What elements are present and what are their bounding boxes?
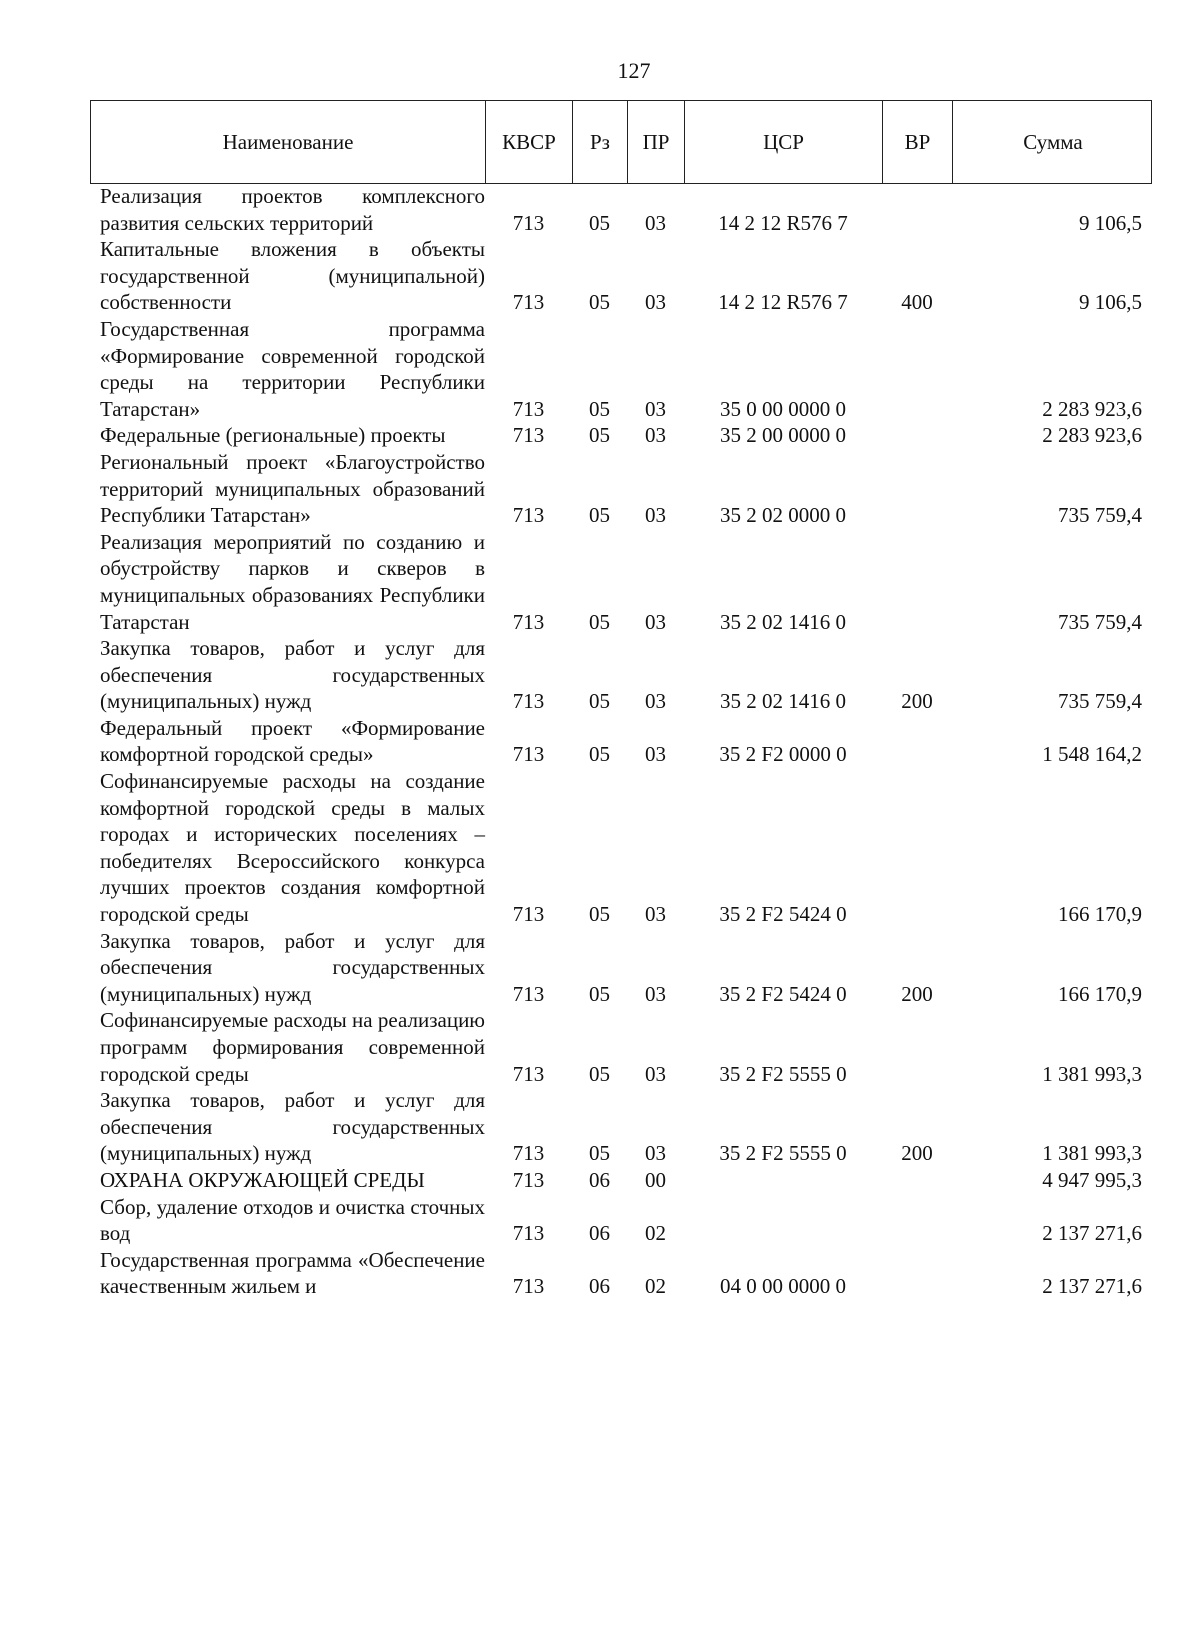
cell-sum: 9 106,5: [1079, 290, 1142, 315]
cell-pr: 03: [645, 423, 666, 448]
cell-csr: 35 2 F2 5555 0: [719, 1061, 847, 1086]
cell-rz: 05: [589, 689, 610, 714]
cell-name: Софинансируемые расходы на создание комфортной городской среды в малых городах и исторических поселениях – победителях Всероссийского конкурса лучших проектов создания комфортной городской среды: [100, 769, 485, 927]
cell-pr: 00: [645, 1167, 666, 1192]
cell-sum: 166 170,9: [1058, 902, 1142, 927]
cell-rz: 06: [589, 1167, 610, 1192]
table-row: [90, 316, 1152, 422]
cell-rz: 05: [589, 396, 610, 421]
cell-csr: 35 2 F2 5424 0: [719, 981, 847, 1006]
cell-sum: 1 381 993,3: [1042, 1141, 1142, 1166]
cell-csr: 35 2 F2 0000 0: [719, 742, 847, 767]
cell-sum: 2 137 271,6: [1042, 1274, 1142, 1299]
cell-pr: 03: [645, 1061, 666, 1086]
cell-sum: 735 759,4: [1058, 503, 1142, 528]
cell-sum: 2 283 923,6: [1042, 423, 1142, 448]
header-vr: ВР: [883, 101, 953, 183]
cell-sum: 4 947 995,3: [1042, 1167, 1142, 1192]
cell-kvsr: 713: [512, 1061, 545, 1086]
cell-csr: 35 2 00 0000 0: [720, 423, 846, 448]
cell-pr: 03: [645, 689, 666, 714]
cell-sum: 1 548 164,2: [1042, 742, 1142, 767]
cell-name: Государственная программа «Обеспечение качественным жильем и: [100, 1247, 485, 1299]
cell-kvsr: 713: [512, 689, 545, 714]
cell-csr: 35 2 F2 5555 0: [719, 1141, 847, 1166]
table-row: [90, 236, 1152, 316]
cell-kvsr: 713: [512, 1167, 545, 1192]
table-header: [90, 100, 1152, 184]
cell-rz: 06: [589, 1274, 610, 1299]
cell-kvsr: 713: [512, 503, 545, 528]
cell-rz: 05: [589, 1061, 610, 1086]
cell-pr: 03: [645, 981, 666, 1006]
cell-rz: 06: [589, 1221, 610, 1246]
cell-sum: 735 759,4: [1058, 609, 1142, 634]
cell-name: Капитальные вложения в объекты государственной (муниципальной) собственности: [100, 237, 485, 315]
cell-name: ОХРАНА ОКРУЖАЮЩЕЙ СРЕДЫ: [100, 1167, 425, 1192]
cell-name: Государственная программа «Формирование современной городской среды на территории Республики Татарстан»: [100, 316, 485, 421]
cell-rz: 05: [589, 210, 610, 235]
cell-pr: 03: [645, 396, 666, 421]
cell-csr: 35 2 02 0000 0: [720, 503, 846, 528]
cell-sum: 735 759,4: [1058, 689, 1142, 714]
table-row: [90, 768, 1152, 928]
cell-csr: 35 2 02 1416 0: [720, 689, 846, 714]
header-name: Наименование: [91, 101, 486, 183]
cell-pr: 03: [645, 742, 666, 767]
cell-kvsr: 713: [512, 609, 545, 634]
cell-pr: 02: [645, 1274, 666, 1299]
cell-kvsr: 713: [512, 981, 545, 1006]
cell-rz: 05: [589, 423, 610, 448]
cell-rz: 05: [589, 902, 610, 927]
header-kvsr: КВСР: [486, 101, 573, 183]
cell-pr: 03: [645, 210, 666, 235]
table-row: [90, 183, 1152, 236]
cell-name: Сбор, удаление отходов и очистка сточных вод: [100, 1194, 485, 1246]
cell-rz: 05: [589, 981, 610, 1006]
cell-name: Федеральные (региональные) проекты: [100, 423, 446, 448]
cell-kvsr: 713: [512, 396, 545, 421]
table-row: [90, 635, 1152, 715]
table-row: [90, 928, 1152, 1008]
cell-vr: 400: [901, 290, 933, 315]
table-row: [90, 449, 1152, 529]
cell-vr: 200: [901, 689, 933, 714]
cell-kvsr: 713: [512, 902, 545, 927]
cell-vr: 200: [901, 1141, 933, 1166]
cell-csr: 04 0 00 0000 0: [720, 1274, 846, 1299]
cell-rz: 05: [589, 609, 610, 634]
cell-sum: 1 381 993,3: [1042, 1061, 1142, 1086]
cell-csr: 35 0 00 0000 0: [720, 396, 846, 421]
cell-csr: 14 2 12 R576 7: [718, 290, 848, 315]
cell-sum: 9 106,5: [1079, 210, 1142, 235]
cell-kvsr: 713: [512, 423, 545, 448]
table-body: [90, 183, 1152, 1300]
table-row: [90, 422, 1152, 449]
cell-kvsr: 713: [512, 742, 545, 767]
cell-name: Закупка товаров, работ и услуг для обеспечения государственных (муниципальных) нужд: [100, 636, 485, 714]
header-rz: Рз: [573, 101, 628, 183]
cell-name: Софинансируемые расходы на реализацию программ формирования современной городской среды: [100, 1008, 485, 1086]
header-csr: ЦСР: [685, 101, 883, 183]
cell-pr: 03: [645, 609, 666, 634]
cell-name: Закупка товаров, работ и услуг для обеспечения государственных (муниципальных) нужд: [100, 928, 485, 1006]
cell-rz: 05: [589, 742, 610, 767]
cell-csr: 35 2 F2 5424 0: [719, 902, 847, 927]
cell-kvsr: 713: [512, 210, 545, 235]
cell-pr: 03: [645, 503, 666, 528]
table-row: [90, 529, 1152, 635]
cell-rz: 05: [589, 503, 610, 528]
page-number: 127: [617, 58, 651, 83]
table-row: [90, 1007, 1152, 1087]
cell-name: Закупка товаров, работ и услуг для обеспечения государственных (муниципальных) нужд: [100, 1088, 485, 1166]
cell-rz: 05: [589, 290, 610, 315]
header-sum: Сумма: [1023, 129, 1083, 154]
cell-name: Реализация проектов комплексного развития сельских территорий: [100, 184, 485, 235]
cell-pr: 03: [645, 1141, 666, 1166]
cell-name: Региональный проект «Благоустройство территорий муниципальных образований Республики Татарстан»: [100, 449, 485, 528]
cell-csr: 14 2 12 R576 7: [718, 210, 848, 235]
cell-pr: 02: [645, 1221, 666, 1246]
cell-rz: 05: [589, 1141, 610, 1166]
cell-kvsr: 713: [512, 1274, 545, 1299]
cell-kvsr: 713: [512, 1141, 545, 1166]
cell-pr: 03: [645, 290, 666, 315]
cell-vr: 200: [901, 981, 933, 1006]
table-row: [90, 1167, 1152, 1194]
cell-pr: 03: [645, 902, 666, 927]
header-pr: ПР: [628, 101, 685, 183]
table-row: [90, 1194, 1152, 1247]
cell-name: Федеральный проект «Формирование комфортной городской среды»: [100, 715, 485, 767]
table-row: [90, 1247, 1152, 1300]
cell-sum: 166 170,9: [1058, 981, 1142, 1006]
cell-name: Реализация мероприятий по созданию и обустройству парков и скверов в муниципальных образованиях Республики Татарстан: [100, 529, 485, 634]
table-row: [90, 1087, 1152, 1167]
cell-csr: 35 2 02 1416 0: [720, 609, 846, 634]
cell-kvsr: 713: [512, 290, 545, 315]
cell-sum: 2 283 923,6: [1042, 396, 1142, 421]
cell-kvsr: 713: [512, 1221, 545, 1246]
cell-sum: 2 137 271,6: [1042, 1221, 1142, 1246]
table-row: [90, 715, 1152, 768]
